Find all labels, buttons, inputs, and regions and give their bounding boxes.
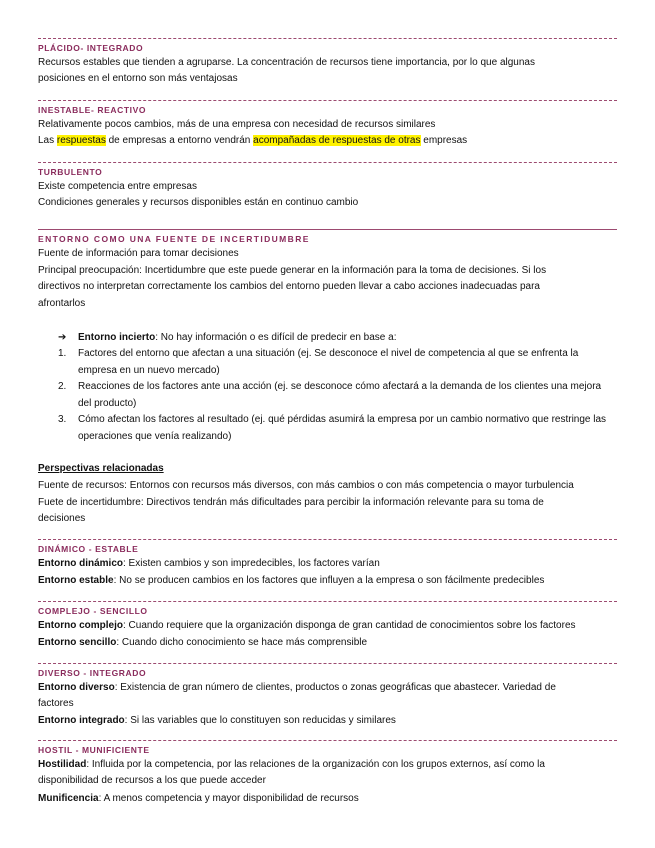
section-heading: HOSTIL - MUNIFICIENTE: [38, 745, 150, 755]
list-number: 3.: [58, 414, 67, 425]
text-run: : A menos competencia y mayor disponibilidad de recursos: [98, 793, 359, 804]
body-text: [38, 713, 396, 729]
section-incertidumbre: [38, 229, 617, 529]
body-text: [38, 680, 556, 696]
body-text: Fuente de recursos: Entornos con recursos más diversos, con más cambios o con más competencia o mayor turbulencia: [38, 480, 574, 491]
list-item: [58, 412, 617, 445]
section-heading: ENTORNO COMO UNA FUENTE DE INCERTIDUMBRE: [38, 234, 310, 244]
section-divider: [38, 601, 617, 602]
body-text: Condiciones generales y recursos disponibles están en continuo cambio: [38, 197, 359, 208]
section-heading: INESTABLE- REACTIVO: [38, 105, 147, 115]
bold-term: Entorno estable: [38, 575, 114, 586]
section-heading: PLÁCIDO- INTEGRADO: [38, 43, 144, 53]
body-text: disponibilidad de recursos a los que puede acceder: [38, 775, 266, 786]
body-text: Principal preocupación: Incertidumbre que este puede generar en la información para la toma de decisiones. Si los: [38, 265, 547, 276]
section-divider: [38, 229, 617, 230]
highlighted-text: acompañadas de respuestas de otras: [253, 135, 421, 146]
list-item-text: Cómo afectan los factores al resultado (ej. qué pérdidas asumirá la empresa por un cambio normativo que restringe las operaciones que venía realizando): [78, 414, 607, 442]
body-text: Existe competencia entre empresas: [38, 181, 197, 192]
body-text: Fuente de información para tomar decisiones: [38, 248, 239, 259]
list-item: [58, 346, 617, 379]
text-run: : Influida por la competencia, por las relaciones de la organización con los grupos externos, así como la: [86, 759, 545, 770]
text-run: : Cuando requiere que la organización disponga de gran cantidad de conocimientos sobre los factores: [123, 620, 576, 631]
list-item-text: Factores del entorno que afectan a una situación (ej. Se desconoce el nivel de competencia al que se enfrenta la empresa en un nuevo mercado): [78, 348, 579, 376]
text-run: empresas: [420, 135, 468, 146]
text-run: : Cuando dicho conocimiento se hace más comprensible: [116, 637, 368, 648]
section-divider: [38, 740, 617, 741]
bold-term: Entorno diverso: [38, 682, 115, 693]
bold-term: Munificencia: [38, 793, 99, 804]
body-text: [38, 573, 544, 589]
list-item-text: Reacciones de los factores ante una acción (ej. se desconoce cómo afectará a la demanda de los clientes una mejora del producto): [78, 381, 602, 409]
section-hostil: [38, 740, 617, 812]
bold-term: Entorno dinámico: [38, 558, 123, 569]
text-run: : Existencia de gran número de clientes, productos o zonas geográficas que abastecer. Variedad de: [114, 682, 556, 693]
section-heading: COMPLEJO - SENCILLO: [38, 606, 148, 616]
section-divider: [38, 539, 617, 540]
bold-term: Entorno sencillo: [38, 637, 117, 648]
highlighted-text: respuestas: [56, 135, 106, 146]
section-diverso: [38, 663, 617, 735]
bullet-text: [78, 330, 617, 347]
section-placido: [38, 38, 617, 94]
body-text: Recursos estables que tienden a agruparse. La concentración de recursos tiene importancia, por lo que algunas: [38, 57, 535, 68]
text-run: : No se producen cambios en los factores que influyen a la empresa o son fácilmente predecibles: [113, 575, 545, 586]
text-run: : Si las variables que lo constituyen son reducidas y similares: [124, 715, 396, 726]
body-text: [38, 556, 380, 572]
body-text: [38, 635, 367, 651]
arrow-right-icon: ➔: [58, 332, 67, 343]
body-text: [38, 757, 545, 773]
body-text: [38, 791, 359, 807]
list-number: 2.: [58, 381, 67, 392]
body-text: Relativamente pocos cambios, más de una empresa con necesidad de recursos similares: [38, 119, 436, 130]
text-run: Las: [38, 135, 57, 146]
section-heading: DINÁMICO - ESTABLE: [38, 544, 139, 554]
body-text: afrontarlos: [38, 298, 86, 309]
section-dinamico: [38, 539, 617, 595]
body-text: [38, 618, 576, 634]
body-text: directivos no interpretan correctamente los cambios del entorno pueden llevar a cabo acciones inadecuadas para: [38, 281, 540, 292]
section-divider: [38, 162, 617, 163]
text-run: : No hay información o es difícil de predecir en base a:: [155, 332, 397, 343]
body-text: Fuete de incertidumbre: Directivos tendrán más dificultades para percibir la información relevante para su toma de: [38, 497, 544, 508]
text-run: : Existen cambios y son impredecibles, los factores varían: [123, 558, 380, 569]
section-divider: [38, 100, 617, 101]
section-complejo: [38, 601, 617, 657]
bold-term: Hostilidad: [38, 759, 87, 770]
subsection-title: Perspectivas relacionadas: [38, 463, 164, 474]
body-text: decisiones: [38, 513, 86, 524]
body-text: factores: [38, 698, 74, 709]
section-inestable: [38, 100, 617, 156]
section-turbulento: [38, 162, 617, 218]
body-text: posiciones en el entorno son más ventajosas: [38, 73, 238, 84]
bold-term: Entorno complejo: [38, 620, 123, 631]
body-text: [38, 133, 467, 149]
bold-term: Entorno incierto: [78, 332, 156, 343]
list-number: 1.: [58, 348, 67, 359]
section-heading: TURBULENTO: [38, 167, 103, 177]
bold-term: Entorno integrado: [38, 715, 125, 726]
section-heading: DIVERSO - INTEGRADO: [38, 668, 147, 678]
arrow-bullet: [58, 330, 617, 347]
section-divider: [38, 663, 617, 664]
list-item: [58, 379, 617, 412]
text-run: de empresas a entorno vendrán: [105, 135, 254, 146]
section-divider: [38, 38, 617, 39]
